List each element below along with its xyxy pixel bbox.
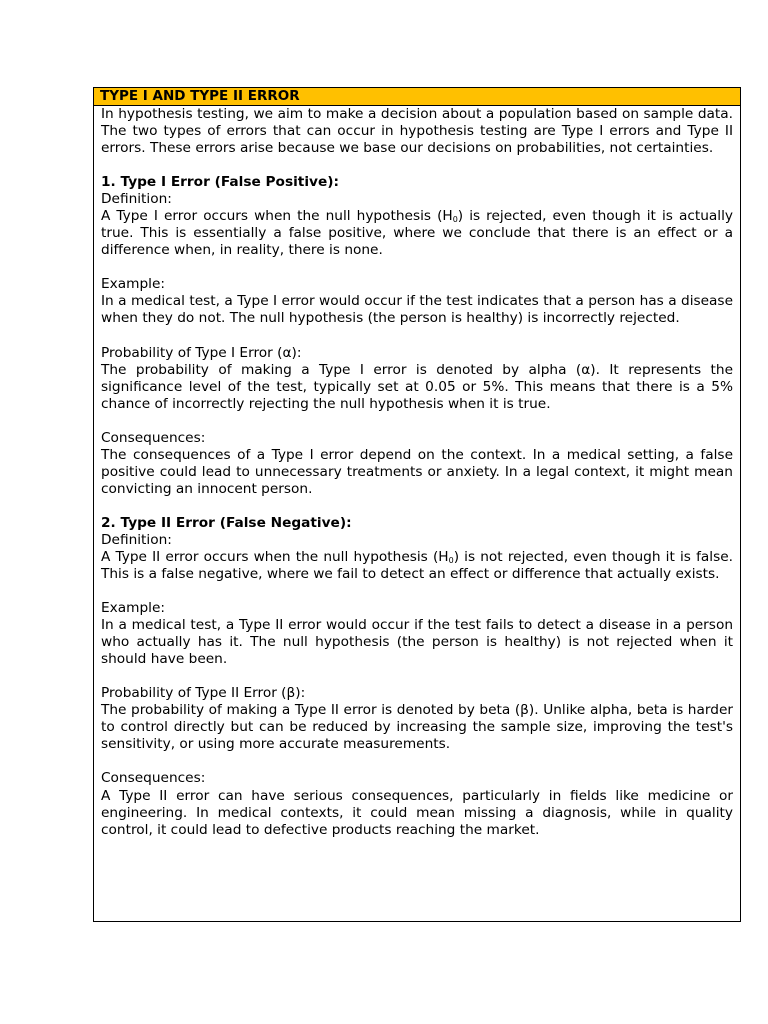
spacer [101, 498, 733, 515]
type1-definition-text [101, 208, 733, 259]
document-table [93, 87, 741, 922]
type1-heading: 1. Type I Error (False Positive): [101, 174, 339, 191]
type2-example-label: Example: [101, 600, 165, 617]
header-title: TYPE I AND TYPE II ERROR [100, 88, 300, 104]
type2-definition-label: Definition: [101, 531, 172, 548]
section-header [94, 88, 740, 106]
type1-probability-text: The probability of making a Type I error is denoted by alpha (α). It represents the significance level of the test, typically set at 0.05 or 5%. This means that there is a 5% chance of incorrectly rejecting the null hypothesis when it is true. [101, 361, 733, 412]
spacer [101, 413, 733, 430]
type2-example-text: In a medical test, a Type II error would occur if the test fails to detect a disease in a person who actually has it. The null hypothesis (the person is healthy) is not rejected when it should have been. [101, 617, 733, 668]
spacer [101, 753, 733, 770]
spacer [101, 583, 733, 600]
intro-paragraph: In hypothesis testing, we aim to make a decision about a population based on sample data. The two types of errors that can occur in hypothesis testing are Type I errors and Type II errors. These errors arise because we base our decisions on probabilities, not certainties. [101, 106, 733, 157]
type2-definition-after: ) is not rejected, even though it is false. This is a false negative, where we fail to detect an effect or difference that actually exists. [101, 548, 733, 583]
type1-example-label: Example: [101, 276, 165, 293]
type1-probability-label: Probability of Type I Error (α): [101, 344, 302, 361]
type2-consequences-text: A Type II error can have serious consequences, particularly in fields like medicine or engineering. In medical contexts, it could mean missing a diagnosis, while in quality control, it could lead to defective products reaching the market. [101, 787, 733, 838]
type2-probability-label: Probability of Type II Error (β): [101, 685, 306, 702]
spacer [101, 259, 733, 276]
type2-definition-text [101, 549, 733, 583]
type1-consequences-text: The consequences of a Type I error depend on the context. In a medical setting, a false positive could lead to unnecessary treatments or anxiety. In a legal context, it might mean convicting an innocent person. [101, 446, 733, 497]
type1-definition-subscript: 0 [452, 215, 458, 225]
type2-consequences-label: Consequences: [101, 770, 206, 787]
spacer [101, 668, 733, 685]
type2-definition-subscript: 0 [448, 555, 454, 565]
type1-example-text: In a medical test, a Type I error would occur if the test indicates that a person has a disease when they do not. The null hypothesis (the person is healthy) is incorrectly rejected. [101, 293, 733, 327]
document-body [94, 106, 740, 839]
type1-definition-before: A Type I error occurs when the null hypothesis (H [101, 208, 453, 225]
type1-consequences-label: Consequences: [101, 429, 206, 446]
spacer [101, 328, 733, 345]
type2-heading: 2. Type II Error (False Negative): [101, 514, 352, 531]
type1-definition-label: Definition: [101, 191, 172, 208]
type2-definition-before: A Type II error occurs when the null hypothesis (H [101, 548, 449, 565]
type1-definition-after: ) is rejected, even though it is actually true. This is essentially a false positive, where we conclude that there is an effect or a difference when, in reality, there is none. [101, 208, 733, 259]
spacer [101, 157, 733, 174]
type2-probability-text: The probability of making a Type II error is denoted by beta (β). Unlike alpha, beta is harder to control directly but can be reduced by increasing the sample size, improving the test's sensitivity, or using more accurate measurements. [101, 702, 733, 753]
